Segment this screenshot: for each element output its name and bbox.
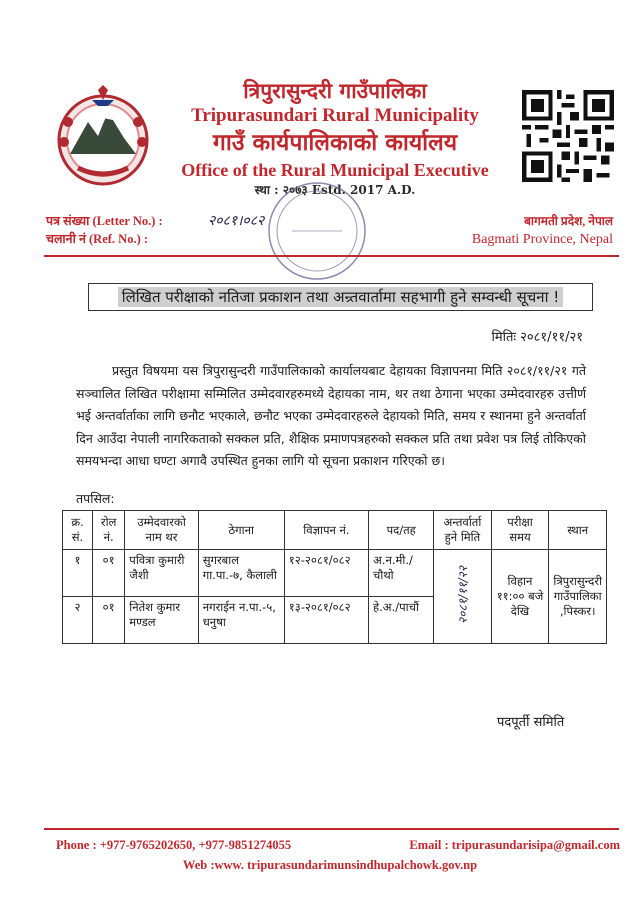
cell-name: नितेश कुमार मण्डल [125,597,198,644]
notice-body: प्रस्तुत विषयमा यस त्रिपुरासुन्दरी गाउँपालिकाको कार्यालयबाट देहायका विज्ञापनमा मिति २०८१/११/२१ गते सञ्चालित लिखित परीक्षामा सम्मिलित उम्मेदवारहरुमध्ये देहायका नाम, थर तथा ठेगाना भएका उम्मेदवारहरु उत्तीर्ण भई अन्तर्वार्ताका लागि छनौट भएकाले, छनौट भएका उम्मेदवारहरुले देहायको मिति, समय र स्थानमा हुने अन्तर्वार्ता दिन आउँदा नेपाली नागरिकताको सक्कल प्रति, शैक्षिक प्रमाणपत्रहरुको सक्कल प्रति तथा प्रवेश पत्र लिई तोकिएको समयभन्दा आधा घण्टा अगावै उपस्थित हुनका लागि यो सूचना प्रकाशन गरिएको छ। [76,363,586,468]
notice-title [88,283,593,311]
cell-name: पवित्रा कुमारी जैशी [125,550,198,597]
header-divider [44,255,619,257]
col-ad-no: विज्ञापन नं. [284,511,368,550]
municipality-name-np: त्रिपुरासुन्दरी गाउँपालिका [243,78,427,103]
qr-code-icon [522,90,614,182]
established-year: स्था : २०७३ Estd. 2017 A.D. [254,183,416,197]
footer [40,830,620,873]
footer-email: Email : tripurasundarisipa@gmail.com [409,838,620,852]
ref-no-label: चलानी नं (Ref. No.) : [46,232,149,246]
col-exam-time: परीक्षा समय [491,511,549,550]
table-row [63,550,607,597]
notice-title-text: लिखित परीक्षाको नतिजा प्रकाशन तथा अन्र्तवार्तामा सहभागी हुने सम्वन्धी सूचना ! [118,287,564,307]
cell-interview-date [434,550,491,644]
province-en: Bagmati Province, Nepal [471,232,613,247]
signature-committee: पदपूर्ती समिति [497,715,565,730]
municipality-name-en: Tripurasundari Rural Municipality [191,105,479,126]
office-stamp-icon [262,176,372,286]
interview-date-text: २०८१/११/२२ [455,565,470,624]
cell-exam-time: विहान ११:०० बजे देखि [491,550,549,644]
col-name: उम्मेदवारको नाम थर [125,511,198,550]
cell-post: हे.अ./पाचौं [369,597,434,644]
nepal-emblem-icon [48,82,158,192]
cell-sn: २ [63,597,93,644]
tapsil-label: तपसिल: [76,491,115,506]
office-name-np: गाउँ कार्यपालिकाको कार्यालय [212,129,458,156]
province-block [472,212,613,250]
province-np: बागमती प्रदेश, नेपाल [524,214,613,228]
table-header-row [63,511,607,550]
cell-sn: १ [63,550,93,597]
footer-web: Web :www. tripurasundarimunsindhupalchowk.gov.np [182,858,478,872]
candidate-table [62,510,607,644]
col-address: ठेगाना [198,511,284,550]
cell-roll: ०१ [93,597,125,644]
letter-no-label: पत्र संख्या (Letter No.) : [46,214,163,228]
col-sn: क्र. सं. [63,511,93,550]
cell-venue: त्रिपुरासुन्दरी गाउँपालिका ,पिस्कर। [549,550,607,644]
letter-no-value: २०८१।०८२ [208,213,265,229]
office-name-en: Office of the Rural Municipal Executive [181,160,489,180]
notice-date: मितिः २०८१/११/२१ [491,330,583,345]
col-interview-date: अन्तर्वार्ता हुने मिति [434,511,491,550]
cell-address: सुगरबाल गा.पा.-७, कैलाली [198,550,284,597]
cell-ad-no: १३-२०८१/०८२ [284,597,368,644]
footer-phone: Phone : +977-9765202650, +977-9851274055 [56,838,292,852]
letter-meta [46,212,163,248]
col-post: पद/तह [369,511,434,550]
col-roll: रोल नं. [93,511,125,550]
cell-ad-no: १२-२०८१/०८२ [284,550,368,597]
cell-roll: ०१ [93,550,125,597]
col-venue: स्थान [549,511,607,550]
cell-address: नगराईन न.पा.-५, धनुषा [198,597,284,644]
cell-post: अ.न.मी./ चौथो [369,550,434,597]
